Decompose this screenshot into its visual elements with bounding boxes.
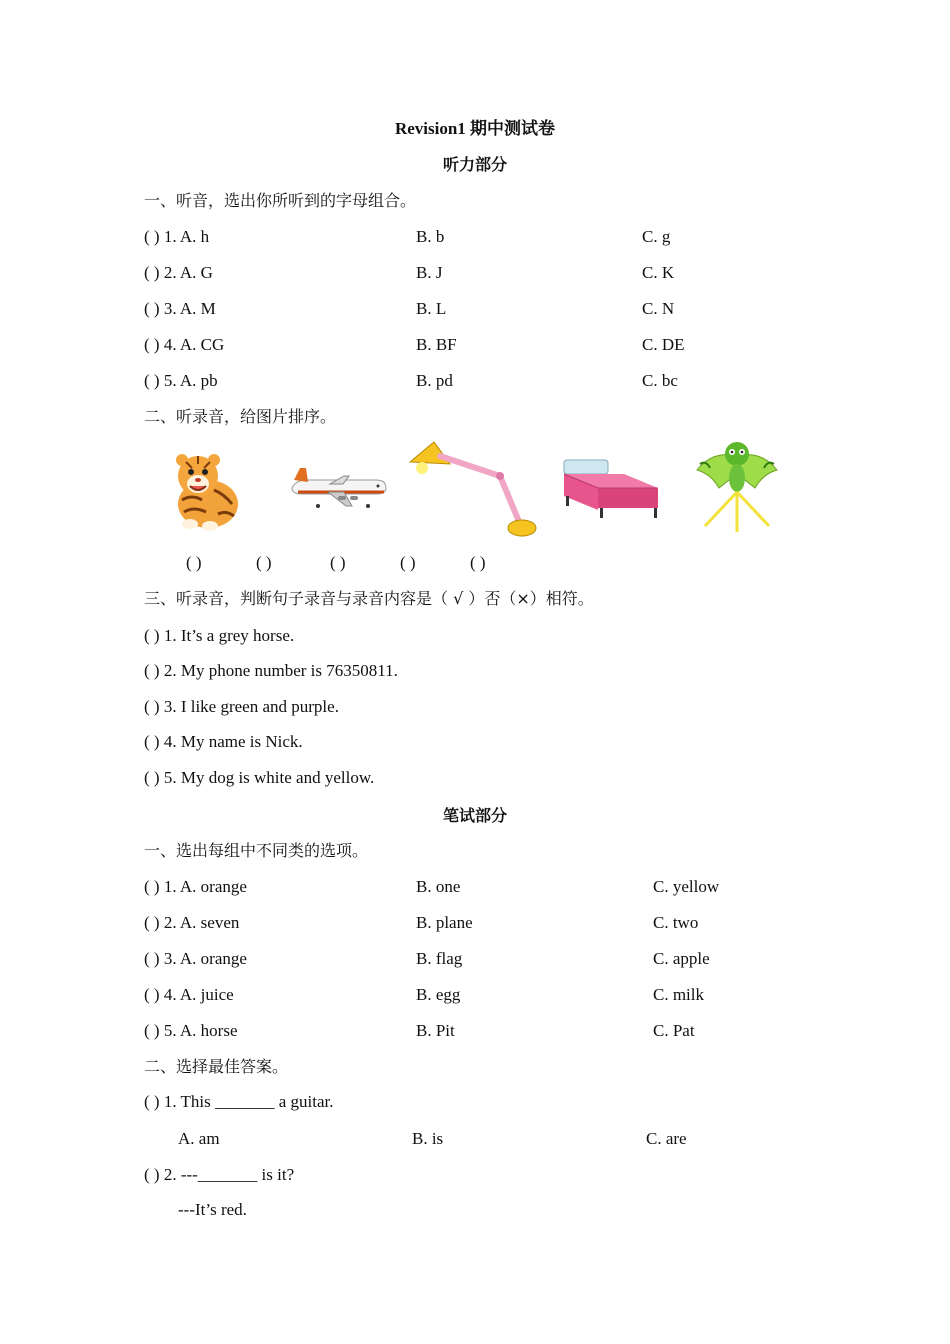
page-title: Revision1 期中测试卷 bbox=[394, 119, 556, 138]
listening-section-title: 听力部分 bbox=[442, 155, 507, 174]
list-item: ( ) 2. My phone number is 76350811. bbox=[144, 661, 398, 680]
question-stem: ( ) 5. A. pb bbox=[144, 371, 218, 390]
list-item: ( ) 4. My name is Nick. bbox=[144, 732, 303, 751]
list-item: ( ) 3. I like green and purple. bbox=[144, 697, 339, 716]
option-b: B. flag bbox=[416, 949, 463, 968]
option-c: C. bc bbox=[642, 371, 678, 390]
tiger-icon bbox=[168, 450, 242, 532]
list-item bbox=[144, 227, 844, 247]
picture-order-blank[interactable]: ( ) bbox=[470, 553, 486, 572]
listening-part1-heading: 一、听音，选出你所听到的字母组合。 bbox=[144, 191, 417, 210]
writing-part1-heading: 一、选出每组中不同类的选项。 bbox=[144, 841, 369, 860]
picture-order-blank[interactable]: ( ) bbox=[330, 553, 346, 572]
picture-order-blank[interactable]: ( ) bbox=[400, 553, 416, 572]
list-item bbox=[144, 877, 844, 897]
option-b: B. Pit bbox=[416, 1021, 455, 1040]
question-stem: ( ) 2. ---_______ is it? bbox=[144, 1165, 295, 1184]
answer-line: ---It’s red. bbox=[178, 1200, 247, 1219]
option-b: B. L bbox=[416, 299, 447, 318]
option-c: C. apple bbox=[653, 949, 710, 968]
question-stem: ( ) 3. A. orange bbox=[144, 949, 247, 968]
option-c: C. Pat bbox=[653, 1021, 695, 1040]
option-c: C. milk bbox=[653, 985, 705, 1004]
picture-order-blank[interactable]: ( ) bbox=[186, 553, 202, 572]
option-c: C. two bbox=[653, 913, 699, 932]
option-b: B. egg bbox=[416, 985, 461, 1004]
option-b: B. pd bbox=[416, 371, 453, 390]
list-item bbox=[144, 1021, 844, 1041]
option-b: B. plane bbox=[416, 913, 473, 932]
option-c: C. are bbox=[646, 1129, 687, 1148]
list-item bbox=[144, 299, 844, 319]
question-stem: ( ) 3. A. M bbox=[144, 299, 216, 318]
list-item bbox=[144, 985, 844, 1005]
list-item bbox=[144, 371, 844, 391]
option-c: C. K bbox=[642, 263, 675, 282]
airplane-icon bbox=[288, 466, 388, 512]
bed-icon bbox=[560, 458, 660, 520]
listening-part3-heading: 三、听录音，判断句子录音与录音内容是（ √ ）否（×）相符。 bbox=[144, 589, 594, 608]
option-c: C. g bbox=[642, 227, 671, 246]
question-stem: ( ) 2. A. G bbox=[144, 263, 213, 282]
option-b: B. one bbox=[416, 877, 461, 896]
question-stem: ( ) 5. A. horse bbox=[144, 1021, 238, 1040]
listening-part2-heading: 二、听录音，给图片排序。 bbox=[144, 407, 337, 426]
question-stem: ( ) 1. A. h bbox=[144, 227, 210, 246]
writing-section-title: 笔试部分 bbox=[442, 806, 507, 825]
option-b: B. BF bbox=[416, 335, 457, 354]
option-a: A. am bbox=[178, 1129, 220, 1148]
lamp-icon bbox=[408, 440, 538, 540]
option-b: B. is bbox=[412, 1129, 444, 1148]
question-stem: ( ) 1. This _______ a guitar. bbox=[144, 1092, 334, 1111]
question-stem: ( ) 4. A. CG bbox=[144, 335, 225, 354]
question-stem: ( ) 4. A. juice bbox=[144, 985, 234, 1004]
option-c: C. DE bbox=[642, 335, 685, 354]
kite-icon bbox=[690, 436, 784, 540]
question-stem: ( ) 2. A. seven bbox=[144, 913, 240, 932]
option-b: B. b bbox=[416, 227, 445, 246]
list-item bbox=[144, 1129, 844, 1149]
list-item bbox=[144, 335, 844, 355]
picture-order-blank[interactable]: ( ) bbox=[256, 553, 272, 572]
option-b: B. J bbox=[416, 263, 443, 282]
list-item bbox=[144, 949, 844, 969]
list-item: ( ) 1. It’s a grey horse. bbox=[144, 626, 295, 645]
list-item bbox=[144, 263, 844, 283]
question-stem: ( ) 1. A. orange bbox=[144, 877, 247, 896]
option-c: C. yellow bbox=[653, 877, 720, 896]
list-item: ( ) 5. My dog is white and yellow. bbox=[144, 768, 375, 787]
writing-part2-heading: 二、选择最佳答案。 bbox=[144, 1057, 289, 1076]
option-c: C. N bbox=[642, 299, 675, 318]
list-item bbox=[144, 913, 844, 933]
